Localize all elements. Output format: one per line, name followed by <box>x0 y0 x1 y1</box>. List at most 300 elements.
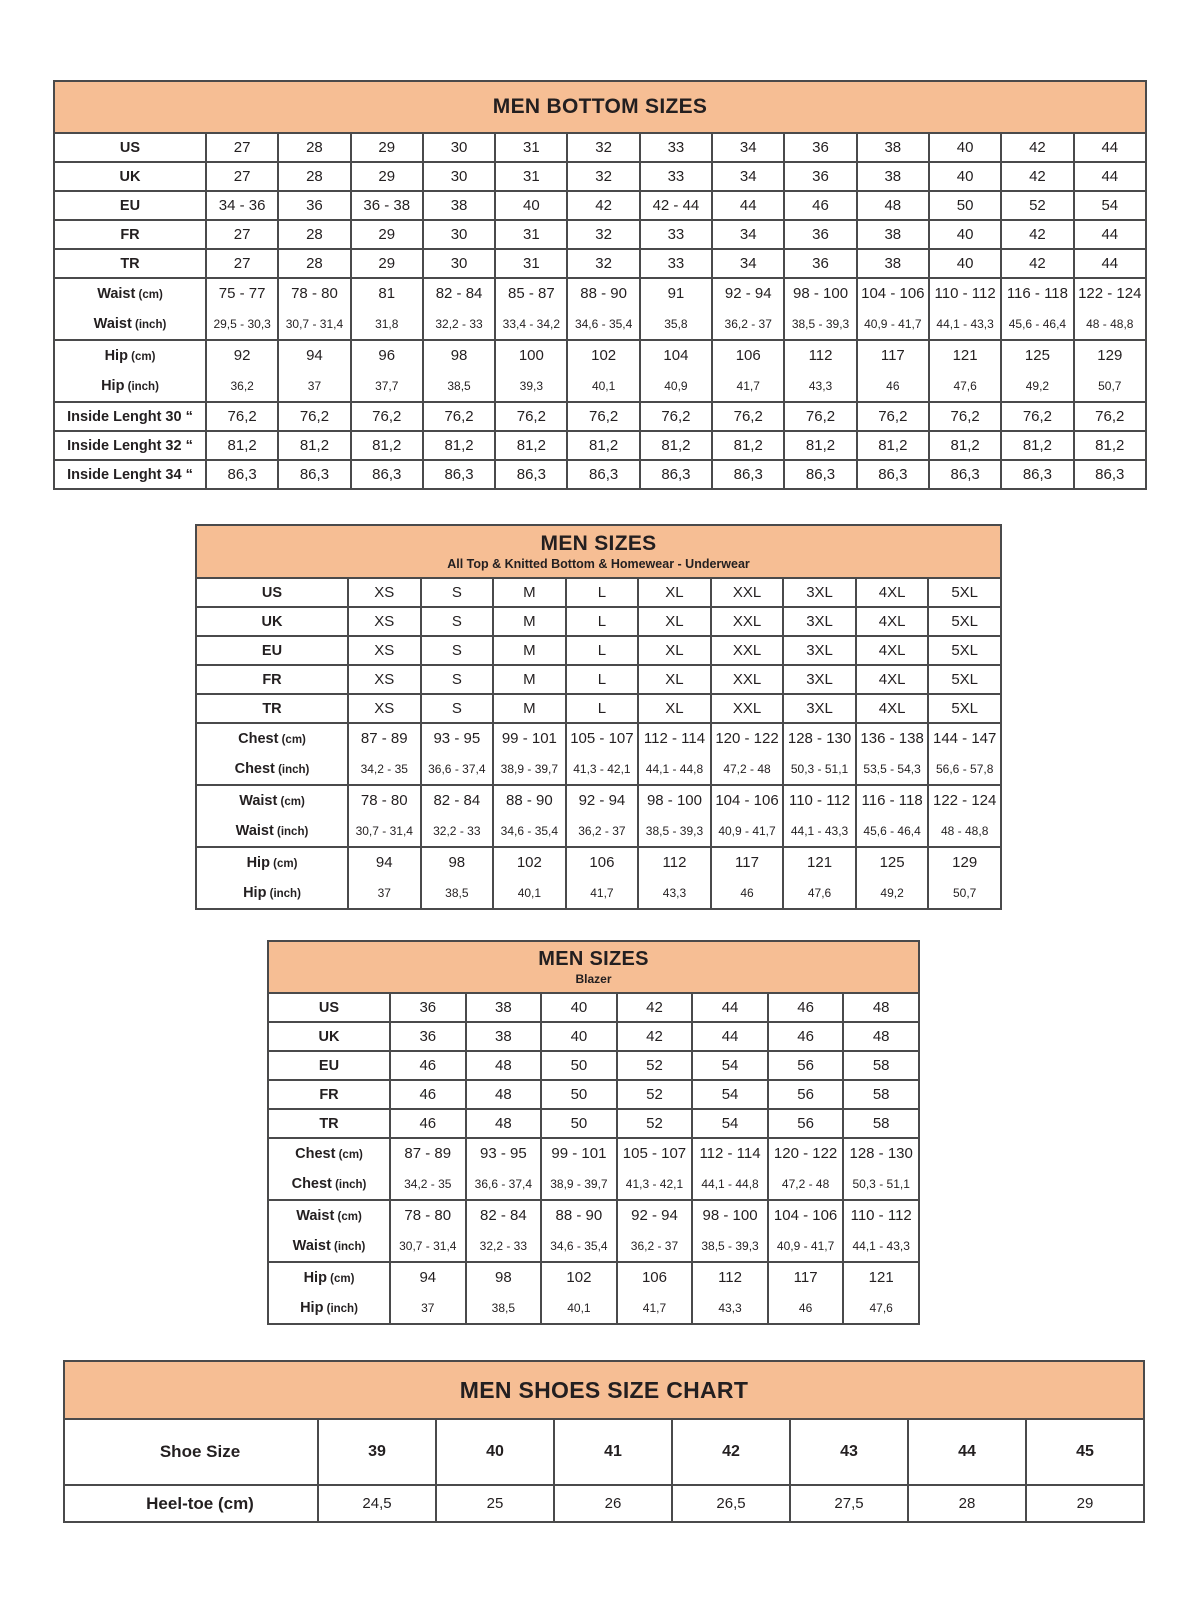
row-label: Waist (cm) <box>239 793 305 809</box>
table-row <box>196 578 1001 607</box>
size-value: 5XL <box>951 613 979 630</box>
size-value: 37 <box>307 379 322 393</box>
size-value: 32 <box>595 168 612 185</box>
size-cell <box>692 1200 768 1262</box>
size-cell <box>857 220 929 249</box>
row-label: UK <box>261 613 283 630</box>
size-cell <box>278 162 350 191</box>
size-value: 86,3 <box>372 466 402 483</box>
size-cell <box>711 636 784 665</box>
size-cell <box>711 607 784 636</box>
size-value: 36 <box>419 999 437 1016</box>
size-value: L <box>597 584 607 601</box>
size-cell <box>318 1485 436 1522</box>
size-cell <box>640 220 712 249</box>
size-value: S <box>451 671 462 688</box>
row-label: Chest (inch) <box>234 761 310 777</box>
size-value: 87 - 89 <box>360 730 408 747</box>
size-value: 4XL <box>878 700 906 717</box>
size-cell <box>423 220 495 249</box>
size-value: M <box>523 584 536 601</box>
table-row <box>268 1262 919 1324</box>
size-cell <box>390 1080 466 1109</box>
size-value: 98 <box>450 347 468 364</box>
size-cell <box>712 220 784 249</box>
table-row <box>64 1419 1144 1485</box>
size-value: 34,2 - 35 <box>360 762 408 776</box>
row-label: UK <box>119 168 141 185</box>
size-value: 44 <box>721 1028 739 1045</box>
size-value: 30 <box>450 168 468 185</box>
size-cell <box>541 1022 617 1051</box>
size-value: 31 <box>522 255 540 272</box>
size-value: 52 <box>646 1057 663 1074</box>
size-value: 92 - 94 <box>631 1207 678 1224</box>
size-value: 50 <box>570 1057 588 1074</box>
size-cell <box>466 1051 542 1080</box>
size-value: 76,2 <box>372 408 402 425</box>
size-value: 94 <box>306 347 323 364</box>
row-label-cell <box>54 162 206 191</box>
size-value: 44 <box>1101 139 1119 156</box>
row-label: US <box>318 999 340 1016</box>
size-value: 34,2 - 35 <box>404 1177 452 1191</box>
row-label-cell <box>268 1051 390 1080</box>
table-row <box>268 1051 919 1080</box>
size-cell <box>390 1022 466 1051</box>
size-cell <box>929 162 1001 191</box>
size-value: XXL <box>732 613 762 630</box>
size-cell <box>784 191 856 220</box>
size-cell <box>466 1022 542 1051</box>
size-cell <box>784 220 856 249</box>
men-shoes-size-chart-grid <box>63 1418 1145 1523</box>
size-cell <box>929 460 1001 489</box>
size-cell <box>712 402 784 431</box>
size-value: 34 <box>739 168 757 185</box>
size-cell <box>843 1051 919 1080</box>
size-value: 86,3 <box>444 466 474 483</box>
size-cell <box>843 1109 919 1138</box>
row-label-cell <box>268 1109 390 1138</box>
size-value: 110 - 112 <box>934 285 996 302</box>
size-value: 49,2 <box>1025 379 1050 393</box>
row-label: EU <box>318 1057 340 1074</box>
size-cell <box>640 402 712 431</box>
size-cell <box>929 340 1001 402</box>
size-cell <box>692 1022 768 1051</box>
size-cell <box>567 133 639 162</box>
size-cell <box>567 278 639 340</box>
size-cell <box>692 1080 768 1109</box>
size-cell <box>1001 431 1073 460</box>
size-value: 3XL <box>806 671 833 688</box>
size-cell <box>567 249 639 278</box>
size-cell <box>567 431 639 460</box>
size-cell <box>278 249 350 278</box>
row-label: EU <box>119 197 141 214</box>
size-cell <box>495 340 567 402</box>
size-value: 5XL <box>951 700 979 717</box>
size-cell <box>541 1200 617 1262</box>
size-cell <box>554 1419 672 1485</box>
size-value: 29 <box>378 168 396 185</box>
size-cell <box>566 847 639 909</box>
size-cell <box>495 460 567 489</box>
size-cell <box>390 993 466 1022</box>
size-value: 42 <box>646 999 663 1016</box>
size-cell <box>1026 1485 1144 1522</box>
size-cell <box>278 340 350 402</box>
row-label-cell <box>268 1022 390 1051</box>
size-value: 54 <box>721 1086 739 1103</box>
table-row <box>268 1080 919 1109</box>
size-value: XS <box>374 642 395 659</box>
size-value: 36 <box>812 168 829 185</box>
size-value: 42 <box>722 1443 740 1460</box>
table-row <box>196 636 1001 665</box>
size-value: XS <box>374 700 395 717</box>
size-cell <box>638 694 711 723</box>
men-bottom-sizes-table <box>53 80 1147 490</box>
size-value: 76,2 <box>444 408 474 425</box>
size-cell <box>638 578 711 607</box>
size-cell <box>712 431 784 460</box>
size-value: 36,2 - 37 <box>724 317 772 331</box>
size-value: XL <box>665 584 684 601</box>
size-value: 120 - 122 <box>773 1145 838 1162</box>
row-label: Hip (cm) <box>104 348 156 364</box>
size-value: 48 <box>495 1057 512 1074</box>
row-label-cell <box>196 607 348 636</box>
size-cell <box>348 785 421 847</box>
size-value: 30,7 - 31,4 <box>399 1239 457 1253</box>
size-value: 31 <box>522 139 540 156</box>
size-cell <box>783 636 856 665</box>
size-cell <box>390 1262 466 1324</box>
size-cell <box>421 723 494 785</box>
size-cell <box>711 694 784 723</box>
row-label: Chest (cm) <box>295 1146 363 1162</box>
size-value: 129 <box>952 854 978 871</box>
size-value: 46 <box>797 1028 814 1045</box>
size-cell <box>1001 340 1073 402</box>
row-label: FR <box>120 226 140 243</box>
men-blazer-sizes-header <box>267 940 920 992</box>
row-label: TR <box>262 700 282 717</box>
size-cell <box>348 636 421 665</box>
size-cell <box>617 1138 693 1200</box>
size-cell <box>856 665 929 694</box>
size-value: 50 <box>570 1086 588 1103</box>
size-cell <box>351 133 423 162</box>
size-value: 50,7 <box>953 886 977 900</box>
men-top-sizes-header <box>195 524 1002 577</box>
size-value: 38 <box>450 197 468 214</box>
size-cell <box>768 993 844 1022</box>
row-label-cell <box>196 665 348 694</box>
size-value: 91 <box>667 285 685 302</box>
row-label: Inside Lenght 30 “ <box>67 408 193 425</box>
size-cell <box>712 162 784 191</box>
size-value: 30 <box>450 226 468 243</box>
size-cell <box>423 340 495 402</box>
size-value: 110 - 112 <box>788 792 851 809</box>
size-value: 35,8 <box>664 317 688 331</box>
size-value: 78 - 80 <box>291 285 338 302</box>
size-value: 102 <box>516 854 542 871</box>
size-value: 45,6 - 46,4 <box>863 824 921 838</box>
table-row <box>196 665 1001 694</box>
size-cell <box>493 578 566 607</box>
size-cell <box>929 220 1001 249</box>
row-label-cell <box>54 249 206 278</box>
size-cell <box>712 278 784 340</box>
size-cell <box>421 694 494 723</box>
size-cell <box>784 162 856 191</box>
size-cell <box>351 402 423 431</box>
size-value: 87 - 89 <box>404 1145 452 1162</box>
size-cell <box>493 847 566 909</box>
size-value: 93 - 95 <box>433 730 481 747</box>
size-value: 86,3 <box>878 466 908 483</box>
size-cell <box>640 162 712 191</box>
size-value: 41 <box>604 1443 622 1460</box>
size-value: 75 - 77 <box>218 285 266 302</box>
size-value: XL <box>665 613 684 630</box>
size-cell <box>466 1080 542 1109</box>
size-value: 41,3 - 42,1 <box>625 1177 684 1191</box>
size-value: 81,2 <box>444 437 474 454</box>
size-cell <box>672 1419 790 1485</box>
size-value: 32,2 - 33 <box>479 1239 528 1253</box>
row-label: US <box>119 139 141 156</box>
size-value: 86,3 <box>733 466 763 483</box>
size-cell <box>423 249 495 278</box>
size-value: M <box>523 700 536 717</box>
size-cell <box>1001 191 1073 220</box>
table-row <box>54 460 1146 489</box>
size-cell <box>856 723 929 785</box>
size-value: 40,9 - 41,7 <box>718 824 776 838</box>
size-value: 30 <box>450 139 468 156</box>
size-cell <box>928 847 1001 909</box>
size-cell <box>423 431 495 460</box>
table-row <box>54 162 1146 191</box>
table-row <box>196 785 1001 847</box>
table-row <box>268 1109 919 1138</box>
row-label-cell <box>196 636 348 665</box>
size-value: 76,2 <box>878 408 908 425</box>
men-top-sizes-grid <box>195 577 1002 910</box>
size-value: 43,3 <box>808 379 833 393</box>
size-value: 30 <box>450 255 468 272</box>
size-cell <box>318 1419 436 1485</box>
size-value: 52 <box>646 1086 663 1103</box>
size-value: 99 - 101 <box>551 1145 607 1162</box>
size-cell <box>493 785 566 847</box>
size-cell <box>711 785 784 847</box>
size-value: M <box>523 613 536 630</box>
size-value: 5XL <box>951 584 979 601</box>
size-value: 122 - 124 <box>932 792 997 809</box>
row-label: FR <box>262 671 282 688</box>
size-value: 125 <box>1024 347 1050 364</box>
size-cell <box>348 607 421 636</box>
size-cell <box>790 1485 908 1522</box>
size-value: 50,3 - 51,1 <box>852 1177 910 1191</box>
size-cell <box>421 785 494 847</box>
table-row <box>54 191 1146 220</box>
size-value: 76,2 <box>589 408 619 425</box>
size-cell <box>493 607 566 636</box>
size-value: 94 <box>375 854 393 871</box>
size-value: 93 - 95 <box>479 1145 527 1162</box>
size-value: 106 <box>735 347 761 364</box>
size-value: 41,7 <box>642 1301 667 1315</box>
size-cell <box>541 1080 617 1109</box>
size-value: 52 <box>646 1115 663 1132</box>
size-cell <box>856 636 929 665</box>
size-cell <box>436 1419 554 1485</box>
size-value: 27 <box>233 139 251 156</box>
size-cell <box>206 431 278 460</box>
size-cell <box>617 993 693 1022</box>
row-label-cell <box>196 723 348 785</box>
size-cell <box>790 1419 908 1485</box>
size-cell <box>843 1138 919 1200</box>
size-cell <box>843 1080 919 1109</box>
size-value: 39 <box>368 1443 386 1460</box>
size-value: 45 <box>1076 1443 1094 1460</box>
size-value: 81,2 <box>1022 437 1053 454</box>
size-cell <box>857 278 929 340</box>
size-value: 54 <box>721 1115 739 1132</box>
size-value: 32 <box>595 255 612 272</box>
size-value: 48 - 48,8 <box>1086 317 1134 331</box>
size-cell <box>712 191 784 220</box>
size-value: 37,7 <box>375 379 399 393</box>
size-cell <box>566 694 639 723</box>
size-cell <box>351 162 423 191</box>
size-cell <box>351 460 423 489</box>
size-value: 40,1 <box>567 1301 591 1315</box>
row-label-cell <box>268 1138 390 1200</box>
size-value: 105 - 107 <box>622 1145 687 1162</box>
row-label-cell <box>268 1200 390 1262</box>
size-value: 76,2 <box>1022 408 1053 425</box>
size-value: 47,2 - 48 <box>781 1177 830 1191</box>
size-value: 36 - 38 <box>363 197 411 214</box>
size-cell <box>1074 133 1146 162</box>
size-value: 5XL <box>951 642 979 659</box>
size-value: XL <box>665 642 684 659</box>
size-cell <box>638 847 711 909</box>
size-cell <box>351 431 423 460</box>
size-cell <box>928 694 1001 723</box>
size-cell <box>638 665 711 694</box>
size-cell <box>857 249 929 278</box>
size-cell <box>493 665 566 694</box>
size-value: 36 <box>306 197 323 214</box>
size-value: 25 <box>486 1495 504 1512</box>
size-cell <box>1074 191 1146 220</box>
row-label-cell <box>54 278 206 340</box>
size-cell <box>783 665 856 694</box>
size-value: 40 <box>570 999 588 1016</box>
size-cell <box>843 1200 919 1262</box>
size-cell <box>421 847 494 909</box>
size-value: 38 <box>884 168 902 185</box>
size-cell <box>783 723 856 785</box>
size-value: L <box>597 613 607 630</box>
row-label: Hip (inch) <box>243 885 301 901</box>
size-cell <box>929 191 1001 220</box>
size-value: 43 <box>840 1443 858 1460</box>
size-cell <box>348 578 421 607</box>
size-value: 27 <box>233 255 251 272</box>
size-value: 46 <box>812 197 829 214</box>
size-value: M <box>523 671 536 688</box>
size-value: 4XL <box>878 584 906 601</box>
size-value: 40 <box>486 1443 504 1460</box>
size-cell <box>784 431 856 460</box>
row-label: Chest (inch) <box>291 1176 367 1192</box>
size-value: 50 <box>956 197 974 214</box>
row-label: Hip (cm) <box>246 855 298 871</box>
size-cell <box>908 1419 1026 1485</box>
size-value: 86,3 <box>805 466 836 483</box>
size-cell <box>929 249 1001 278</box>
size-cell <box>783 847 856 909</box>
size-cell <box>206 460 278 489</box>
size-value: 98 - 100 <box>646 792 702 809</box>
table-subtitle: Blazer <box>575 972 612 986</box>
row-label-cell <box>268 1080 390 1109</box>
size-value: 4XL <box>878 642 906 659</box>
size-value: 38,5 - 39,3 <box>645 824 704 838</box>
size-cell <box>1001 220 1073 249</box>
size-value: 82 - 84 <box>435 285 483 302</box>
size-value: 4XL <box>878 671 906 688</box>
size-cell <box>206 340 278 402</box>
size-cell <box>351 340 423 402</box>
size-cell <box>617 1080 693 1109</box>
size-value: 112 <box>718 1269 742 1286</box>
row-label: Heel-toe (cm) <box>146 1493 254 1513</box>
size-cell <box>566 785 639 847</box>
men-shoes-size-chart-table <box>63 1360 1145 1523</box>
size-value: 42 <box>1029 168 1046 185</box>
size-cell <box>784 278 856 340</box>
row-label: Waist (inch) <box>292 1238 366 1254</box>
size-value: 88 - 90 <box>506 792 553 809</box>
size-cell <box>928 723 1001 785</box>
row-label-cell <box>268 1262 390 1324</box>
size-value: 42 <box>646 1028 663 1045</box>
size-value: 38,5 - 39,3 <box>791 317 850 331</box>
size-value: 54 <box>721 1057 739 1074</box>
size-value: 78 - 80 <box>360 792 408 809</box>
size-value: XL <box>665 700 684 717</box>
size-value: 38 <box>884 255 902 272</box>
row-label-cell <box>54 340 206 402</box>
size-value: 76,2 <box>227 408 257 425</box>
size-cell <box>495 133 567 162</box>
size-value: 34 <box>739 139 757 156</box>
size-value: 112 <box>662 854 687 871</box>
size-cell <box>423 402 495 431</box>
